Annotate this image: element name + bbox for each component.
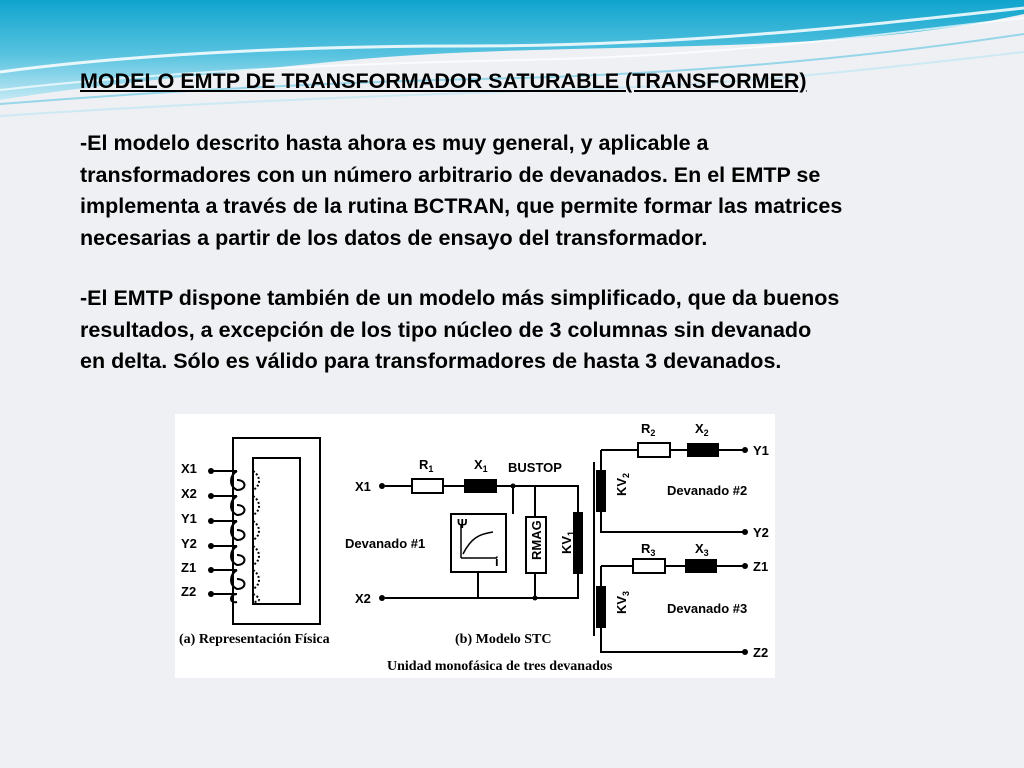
label-kv2: $KV_2$: [614, 472, 631, 496]
label-x3: $X_3$: [695, 541, 709, 558]
magnetizing-taps: [513, 486, 535, 517]
transformer-diagram: [175, 414, 775, 678]
label-r1: $R_1$: [419, 457, 434, 474]
caption-stc-model: (b) Modelo STC: [455, 632, 552, 647]
core-window: [253, 458, 300, 604]
kv1-winding: [573, 512, 583, 574]
paragraph-line: resultados, a excepción de los tipo núcleo de 3 columnas sin devanado: [80, 317, 812, 342]
label-winding1: Devanado #1: [345, 536, 426, 551]
kv3-winding: [596, 586, 606, 628]
label-kv3: $KV_3$: [614, 590, 631, 614]
paragraph-line: transformadores con un número arbitrario de devanados. En el EMTP se: [80, 162, 821, 187]
paragraph-line: -El EMTP dispone también de un modelo más simplificado, que da buenos: [80, 286, 840, 310]
winding2-bottom-wire: [601, 512, 743, 532]
model-terminal-x1: X1: [355, 479, 371, 494]
model-terminal-x2: X2: [355, 591, 371, 606]
label-x1: $X_1$: [474, 457, 488, 474]
label-i: i: [495, 554, 499, 569]
phys-terminal-x2: X2: [181, 486, 197, 501]
paragraph-line: implementa a través de la rutina BCTRAN, que permite formar las matrices: [80, 194, 843, 218]
paragraph-line: en delta. Sólo es válido para transformadores de hasta 3 devanados.: [80, 349, 782, 373]
reactor-x3: [685, 559, 717, 573]
core-outer: [233, 438, 320, 624]
model-terminal-y2: Y2: [753, 525, 769, 540]
paragraph-bctran: [80, 128, 842, 254]
paragraph-simplified: [80, 283, 839, 378]
phys-terminal-y2: Y2: [181, 536, 197, 551]
slide-title: MODELO EMTP DE TRANSFORMADOR SATURABLE (TRANSFORMER): [80, 69, 807, 93]
kv2-winding: [596, 470, 606, 512]
label-winding2: Devanado #2: [667, 483, 748, 498]
caption-physical: (a) Representación Física: [179, 632, 330, 647]
label-r3: $R_3$: [641, 541, 656, 558]
model-terminal-y1: Y1: [753, 443, 769, 458]
winding3-bottom-wire: [601, 628, 743, 652]
phys-terminal-x1: X1: [181, 461, 197, 476]
winding3-top-wire: [601, 566, 743, 586]
label-x2: $X_2$: [695, 421, 709, 438]
label-r2: $R_2$: [641, 421, 656, 438]
resistor-r1: [412, 479, 443, 493]
resistor-r3: [633, 559, 665, 573]
label-winding3: Devanado #3: [667, 601, 748, 616]
winding2-top-wire: [601, 450, 743, 470]
model-terminal-z1: Z1: [753, 559, 769, 574]
label-kv1: $KV_1$: [559, 530, 576, 554]
resistor-r2: [638, 443, 670, 457]
phys-terminal-z2: Z2: [181, 584, 197, 599]
caption-main: Unidad monofásica de tres devanados: [387, 659, 613, 674]
label-psi: Ψ: [457, 516, 468, 531]
label-rmag: RMAG: [529, 520, 544, 560]
label-bustop: BUSTOP: [508, 460, 562, 475]
phys-terminal-y1: Y1: [181, 511, 197, 526]
transformer-figure: [175, 414, 775, 678]
reactor-x1: [464, 479, 497, 493]
paragraph-line: -El modelo descrito hasta ahora es muy general, y aplicable a: [80, 131, 709, 155]
paragraph-line: necesarias a partir de los datos de ensayo del transformador.: [80, 225, 708, 250]
winding1-bottom-wire: [385, 572, 578, 598]
model-terminal-z2: Z2: [753, 645, 769, 660]
phys-terminal-z1: Z1: [181, 560, 197, 575]
reactor-x2: [687, 443, 719, 457]
